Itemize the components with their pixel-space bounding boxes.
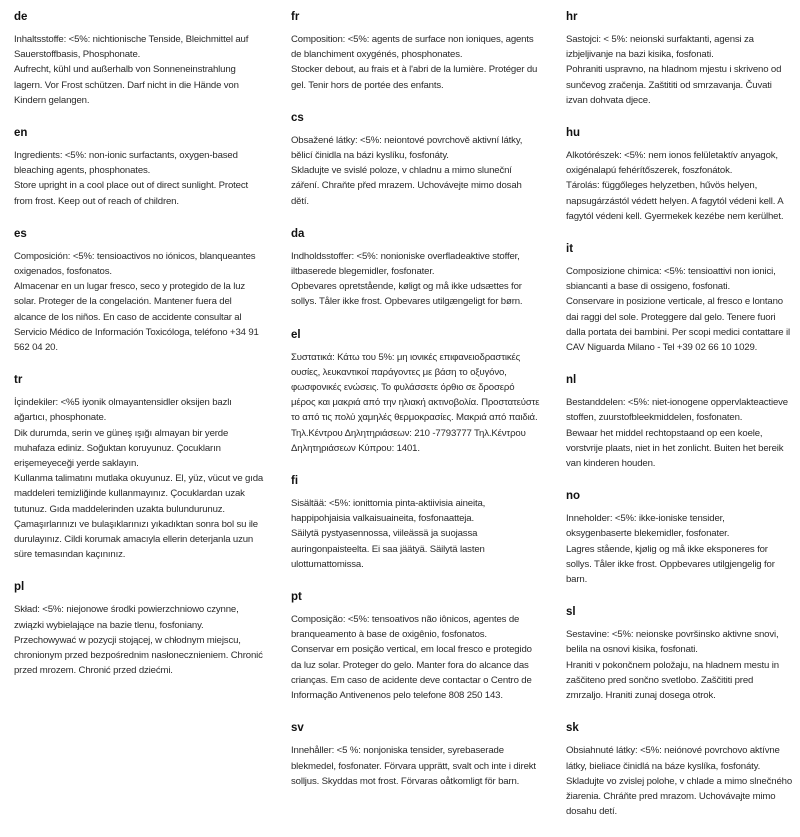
section-pt (291, 590, 541, 703)
section-sv (291, 721, 541, 789)
language-code: tr (14, 374, 23, 387)
language-code: sk (566, 722, 579, 735)
ingredients-text: Alkotórészek: <5%: nem ionos felületaktív anyagok, oxigénalapú fehérítőszerek, foszfonátok. (566, 150, 778, 177)
column-3 (566, 10, 792, 837)
section-hu (566, 126, 792, 224)
language-code: hu (566, 127, 581, 140)
ingredients-text: Composição: <5%: tensoativos não iônicos, agentes de branqueamento à base de oxigênio, fosfonatos. (291, 614, 520, 641)
language-code: hr (566, 11, 578, 23)
ingredients-text: Inhaltsstoffe: <5%: nichtionische Tenside, Bleichmittel auf Sauerstoffbasis, Phosphonate. (14, 34, 249, 61)
language-code: es (14, 227, 27, 240)
language-code: pl (14, 581, 25, 594)
storage-text: Lagres stående, kjølig og må ikke eksponeres for sollys. Tåler ikke frost. Oppbevares utilgjengelig for barn. (566, 543, 775, 586)
section-el (291, 328, 541, 456)
storage-text: Przechowywać w pozycji stojącej, w chłodnym miejscu, chronionym przed bezpośrednim nasłonecznieniem. Chronić przed mrozem. Chronić przed dziećmi. (14, 634, 263, 677)
ingredients-text: Composition: <5%: agents de surface non ioniques, agents de blanchiment oxygénés, phosphonates. (291, 34, 534, 61)
language-code: sl (566, 606, 576, 619)
ingredients-text: Composizione chimica: <5%: tensioattivi non ionici, sbiancanti a base di ossigeno, fosfonati. (566, 266, 776, 293)
storage-text: Tárolás: függőleges helyzetben, hűvös helyen, napsugárzástól védett helyen. A fagytól védeni kell. A fagytól védeni kell. Gyermekek kezébe nem kerülhet. (566, 180, 784, 222)
section-en (14, 126, 264, 209)
ingredients-text: Sastojci: < 5%: neionski surfaktanti, agensi za izbjeljivanje na bazi kisika, fosfonati. (566, 34, 754, 61)
ingredients-text: Obsažené látky: <5%: neiontové povrchově aktivní látky, bělicí činidla na bázi kyslíku, fosfonáty. (291, 134, 523, 162)
language-code: fr (291, 11, 300, 23)
ingredients-text: Sestavine: <5%: neionske površinsko aktivne snovi, belila na osnovi kisika, fosfonati. (566, 629, 779, 656)
ingredients-text: Skład: <5%: niejonowe środki powierzchniowo czynne, związki wybielające na bazie tlenu, fosfoniany. (14, 604, 239, 631)
ingredients-text: Ingredients: <5%: non-ionic surfactants, oxygen-based bleaching agents, phosphonates. (14, 150, 238, 177)
language-code: da (291, 227, 305, 240)
language-code: de (14, 11, 28, 23)
storage-text: Skladujte vo zvislej polohe, v chlade a mimo slnečného žiarenia. Chráňte pred mrazom. Uchovávajte mimo dosahu detí. (566, 775, 793, 818)
section-nl (566, 373, 792, 471)
storage-text: Aufrecht, kühl und außerhalb von Sonneneinstrahlung lagern. Vor Frost schützen. Darf nicht in die Hände von Kindern gelangen. (14, 64, 239, 106)
section-es (14, 227, 264, 355)
language-code: en (14, 127, 28, 140)
storage-text: Almacenar en un lugar fresco, seco y protegido de la luz solar. Proteger de la congelación. Mantener fuera del alcance de los niños. En caso de accidente consultar al Servicio Médico de Información Toxicóloga, teléfono +34 91 562 04 20. (14, 281, 259, 354)
ingredients-text: Obsiahnuté látky: <5%: neiónové povrchovo aktívne látky, bieliace činidlá na báze kyslíka, fosfonáty. (566, 745, 780, 772)
language-code: el (291, 328, 301, 341)
storage-text: Conservar em posição vertical, em local fresco e protegido da luz solar. Proteger do gelo. Manter fora do alcance das crianças. Em caso de acidente deve contactar o Centro de Informação Antivenenos pelo telefone 808 250 143. (291, 644, 532, 702)
language-code: sv (291, 722, 304, 735)
ingredients-text: Indholdsstoffer: <5%: nonioniske overfladeaktive stoffer, iltbaserede blegemidler, fosfonater. (291, 250, 520, 278)
section-sk (566, 721, 792, 819)
storage-text: Stocker debout, au frais et à l'abri de la lumière. Protéger du gel. Tenir hors de portée des enfants. (291, 64, 538, 91)
storage-text: Store upright in a cool place out of direct sunlight. Protect from frost. Keep out of reach of children. (14, 180, 249, 207)
section-cs (291, 111, 541, 209)
language-code: it (566, 243, 574, 256)
ingredients-text: Sisältää: <5%: ionittomia pinta-aktiivisia aineita, happipohjaisia valkaisuaineita, fosfonaatteja. (291, 498, 486, 525)
storage-text: Skladujte ve svislé poloze, v chladnu a mimo sluneční záření. Chraňte před mrazem. Uchovávejte mimo dosah dětí. (291, 165, 522, 207)
section-fr (291, 10, 541, 93)
language-code: nl (566, 374, 577, 387)
column-1 (14, 10, 264, 697)
section-hr (566, 10, 792, 108)
ingredients-text: Inneholder: <5%: ikke-ioniske tensider, oksygenbaserte blekemidler, fosfonater. (566, 513, 730, 540)
ingredients-text: Innehåller: <5 %: nonjoniska tensider, syrebaserade blekmedel, fosfonater. Förvara upprätt, svalt och inte i direkt solljus. Skyddas mot frost. Förvaras oåtkomligt för barn. (291, 745, 536, 787)
safety-text: Kullanma talimatını mutlaka okuyunuz. El, yüz, vücut ve gıda maddeleri temizliğinde kullanmayınız. Çocuklardan uzak tutunuz. Gıda maddelerinden uzakta bulundurunuz. Çamaşırlarınızı ve bulaşıklarınızı yıkadıktan sonra bol su ile durulayınız. Cildi korumak amacıyla ellerin deterjanla uzun süre temasından kaçınınız. (14, 473, 264, 561)
storage-text: Dik durumda, serin ve güneş ışığı almayan bir yerde muhafaza ediniz. Soğuktan koruyunuz. Çocukların erişemeyeceği yerde saklayın. (14, 427, 229, 470)
storage-text: Säilytä pystyasennossa, viileässä ja suojassa auringonpaisteelta. Ei saa jäätyä. Säilytä lasten ulottumattomissa. (291, 528, 485, 570)
section-pl (14, 580, 264, 678)
storage-text: Conservare in posizione verticale, al fresco e lontano dai raggi del sole. Proteggere dal gelo. Tenere fuori dalla portata dei bambini. Per scopi medici contattare il CAV Niguarda Milano - Tel +39 02 66 10 1029. (566, 296, 790, 354)
language-code: no (566, 490, 581, 503)
storage-text: Opbevares opretstående, køligt og må ikke udsættes for sollys. Tåler ikke frost. Opbevares utilgængeligt for børn. (291, 281, 523, 308)
ingredients-text: Composición: <5%: tensioactivos no iónicos, blanqueantes oxigenados, fosfonatos. (14, 250, 256, 278)
section-no (566, 489, 792, 587)
section-fi (291, 474, 541, 572)
ingredients-text: Συστατικά: Κάτω του 5%: μη ιονικές επιφανειοδραστικές ουσίες, λευκαντικοί παράγοντες με βάση το οξυγόνο, φωσφονικές ενώσεις. Το φυλάσσετε όρθιο σε δροσερό μέρος και μακριά από την ηλιακή ακτινοβολία. Προστατεύστε το από τις πολύ χαμηλές θερμοκρασίες. Μακριά από παιδιά. Τηλ.Κέντρου Δηλητηριάσεων: 210 -7793777 Τηλ.Κέντρου Δηλητηριάσεων Κύπρου: 1401. (291, 351, 540, 454)
section-de (14, 10, 264, 108)
ingredients-text: İçindekiler: <%5 iyonik olmayantensidler oksijen bazlı ağartıcı, phosphonate. (14, 397, 232, 424)
ingredients-text: Bestanddelen: <5%: niet-ionogene oppervlakteactieve stoffen, zuurstofbleekmiddelen, fosfonaten. (566, 397, 788, 424)
storage-text: Bewaar het middel rechtopstaand op een koele, vorstvrije plaats, niet in het zonlicht. Buiten het bereik van kinderen houden. (566, 427, 784, 470)
section-da (291, 227, 541, 310)
language-code: cs (291, 111, 304, 124)
section-it (566, 242, 792, 355)
column-2 (291, 10, 541, 807)
language-code: pt (291, 591, 302, 604)
storage-text: Hraniti v pokončnem položaju, na hladnem mestu in zaščiteno pred sončno svetlobo. Zaščititi pred zmrzaljo. Hraniti zunaj dosega otrok. (566, 659, 779, 702)
storage-text: Pohraniti uspravno, na hladnom mjestu i skriveno od sunčevog zračenja. Zaštititi od smrzavanja. Čuvati izvan dohvata djece. (566, 64, 782, 106)
section-tr (14, 373, 264, 562)
language-code: fi (291, 475, 299, 488)
section-sl (566, 605, 792, 703)
